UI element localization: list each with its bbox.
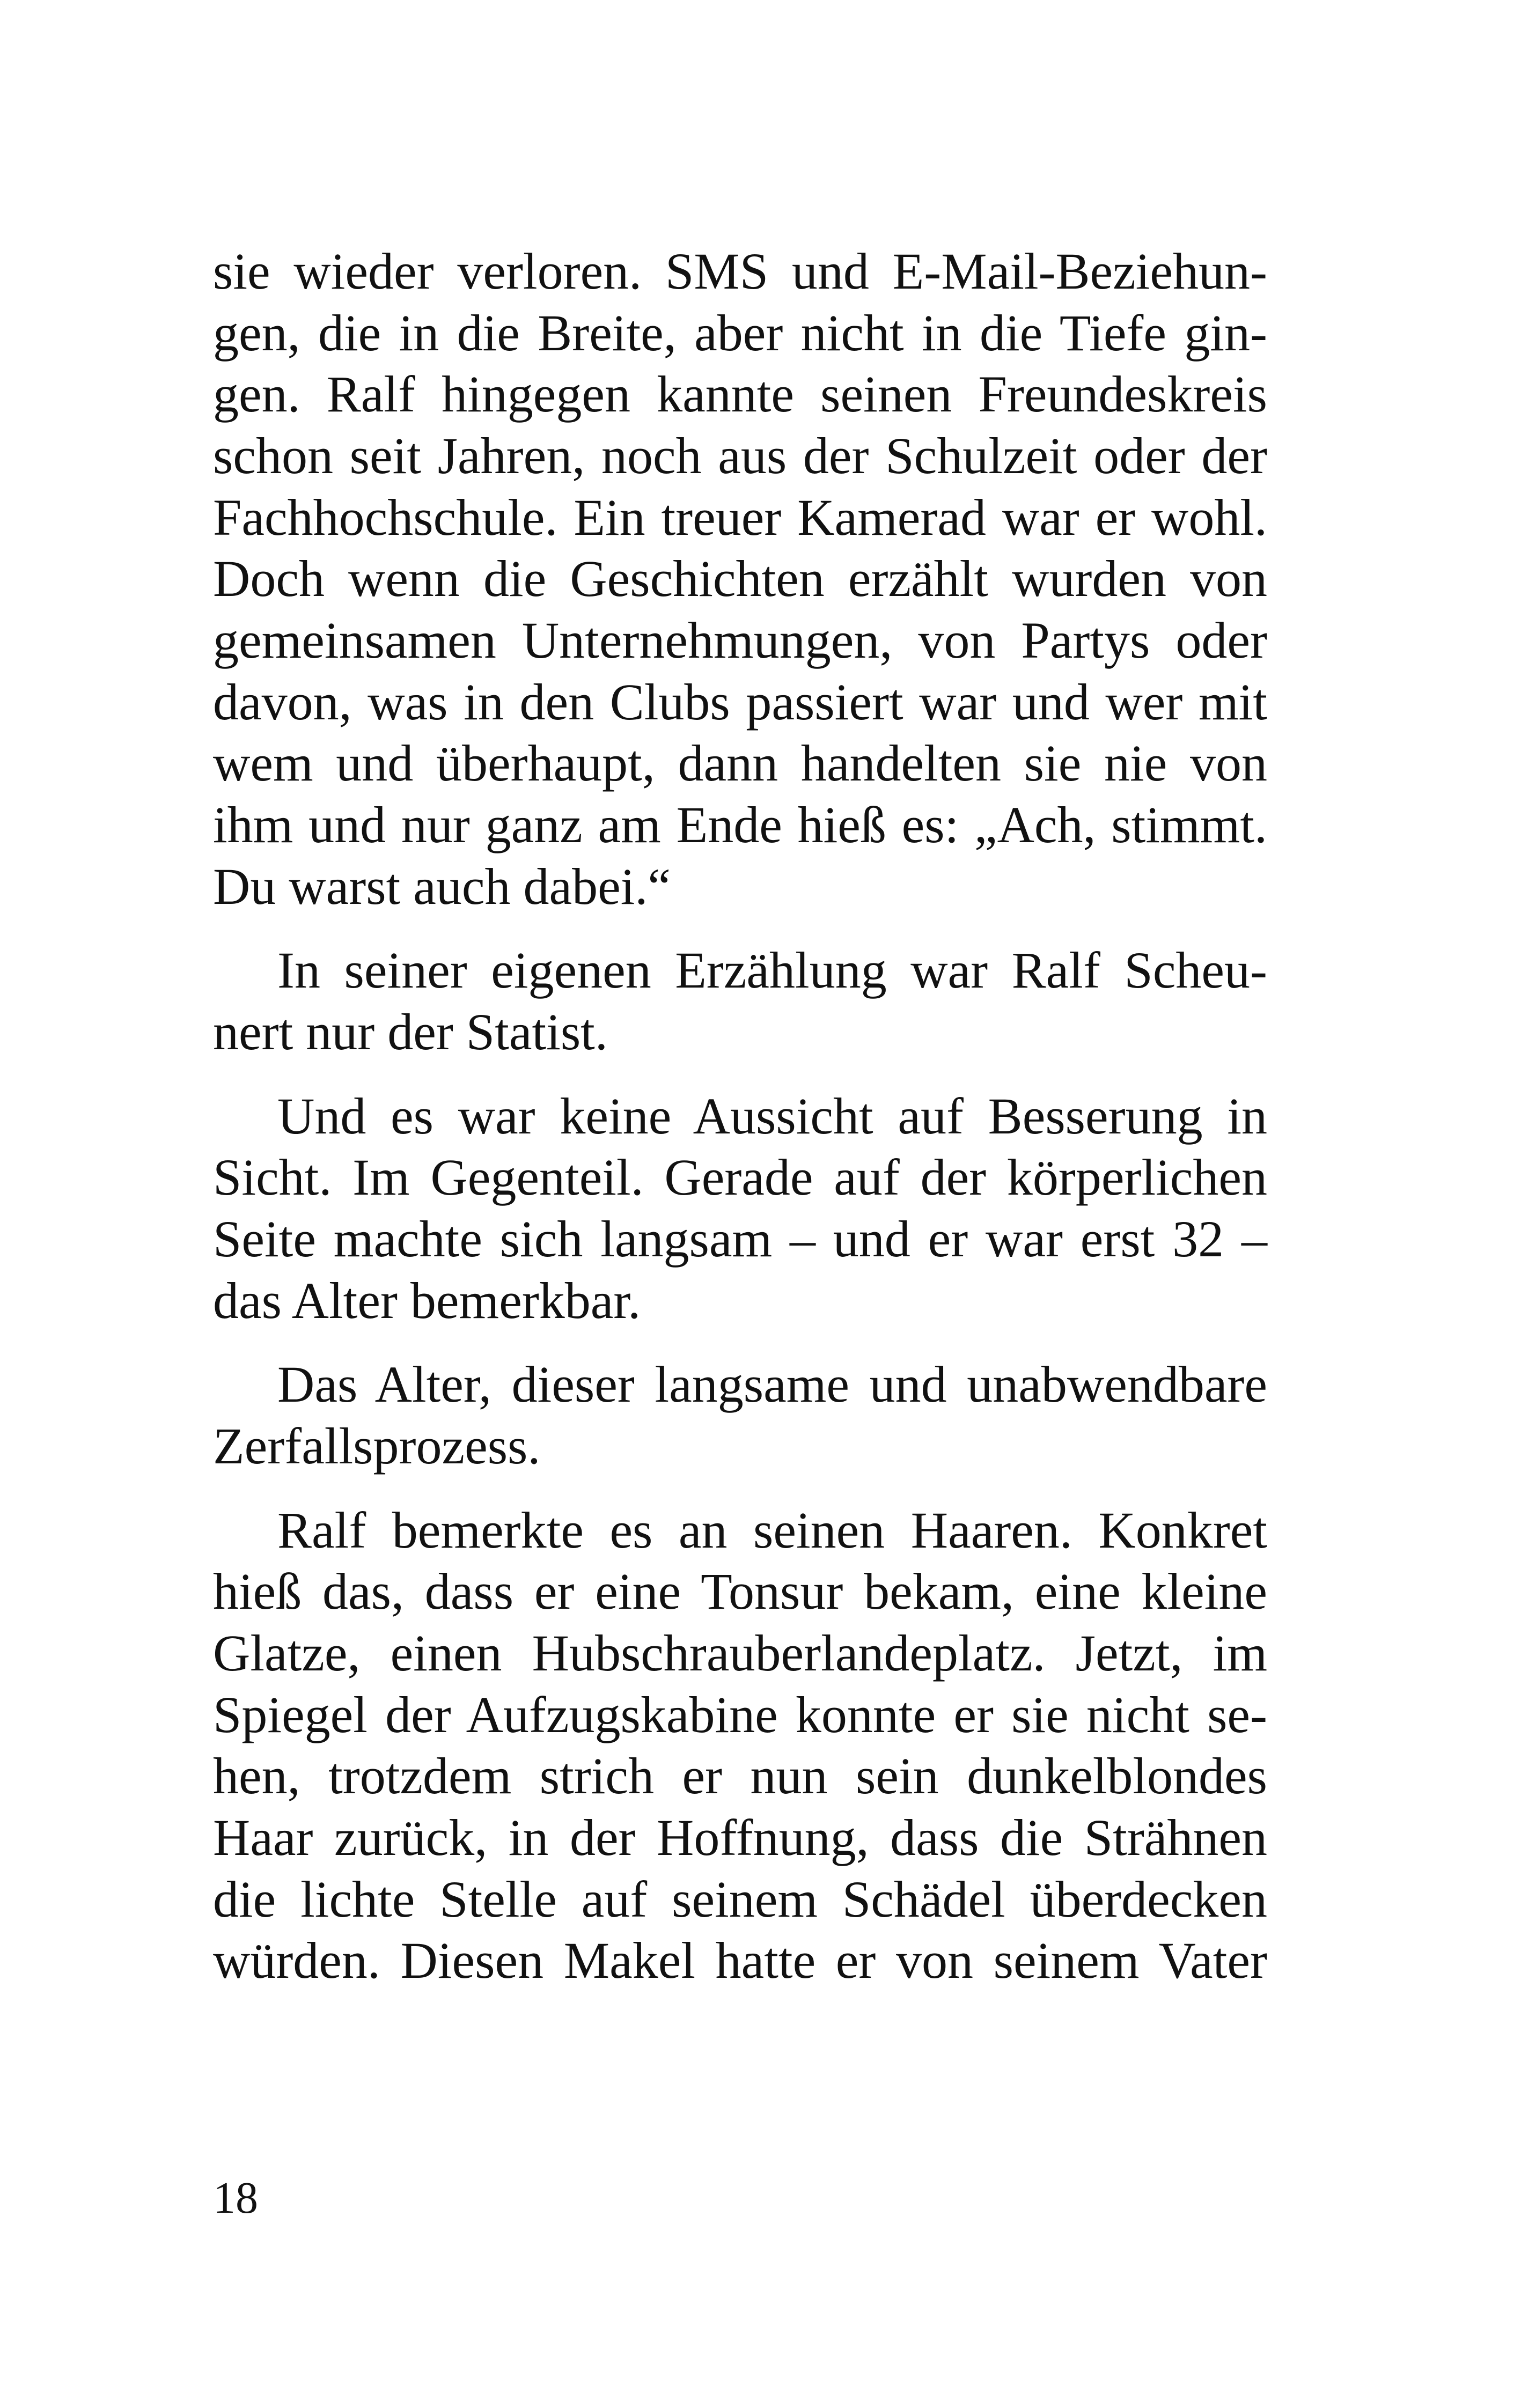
text-line: In seiner eigenen Erzählung war Ralf Scheu- (277, 941, 1267, 999)
text-line: wem und überhaupt, dann handelten sie nie von (213, 734, 1267, 792)
text-line: Spiegel der Aufzugskabine konnte er sie nicht se- (213, 1686, 1267, 1743)
text-line: hen, trotzdem strich er nun sein dunkelblondes (213, 1747, 1267, 1805)
text-line: hieß das, dass er eine Tonsur bekam, eine kleine (213, 1563, 1267, 1620)
text-line: ihm und nur ganz am Ende hieß es: „Ach, stimmt. (213, 796, 1267, 853)
text-line: Glatze, einen Hubschrauberlandeplatz. Jetzt, im (213, 1624, 1267, 1682)
text-line: gen. Ralf hingegen kannte seinen Freundeskreis (213, 365, 1267, 423)
text-line: sie wieder verloren. SMS und E-Mail-Beziehun- (213, 242, 1267, 300)
text-line: Und es war keine Aussicht auf Besserung in (277, 1087, 1267, 1145)
text-line: gemeinsamen Unternehmungen, von Partys oder (213, 612, 1267, 669)
text-line: Sicht. Im Gegenteil. Gerade auf der körperlichen (213, 1148, 1267, 1206)
text-line: Doch wenn die Geschichten erzählt wurden von (213, 550, 1267, 607)
text-line: Fachhochschule. Ein treuer Kamerad war er wohl. (213, 489, 1267, 546)
text-line: Du warst auch dabei.“ (213, 858, 671, 915)
text-line: gen, die in die Breite, aber nicht in die Tiefe gin- (213, 304, 1267, 362)
text-line: würden. Diesen Makel hatte er von seinem Vater (213, 1932, 1267, 1989)
text-line: die lichte Stelle auf seinem Schädel überdecken (213, 1871, 1267, 1928)
text-line: davon, was in den Clubs passiert war und wer mit (213, 673, 1267, 731)
text-line: Zerfallsprozess. (213, 1417, 541, 1475)
text-line: Ralf bemerkte es an seinen Haaren. Konkret (277, 1501, 1267, 1559)
page-number: 18 (213, 2173, 258, 2223)
text-line: Das Alter, dieser langsame und unabwendbare (277, 1356, 1267, 1413)
text-line: Seite machte sich langsam – und er war erst 32 – (213, 1210, 1267, 1268)
text-line: nert nur der Statist. (213, 1003, 608, 1061)
text-line: das Alter bemerkbar. (213, 1272, 641, 1329)
text-line: schon seit Jahren, noch aus der Schulzeit oder der (213, 427, 1267, 484)
text-line: Haar zurück, in der Hoffnung, dass die Strähnen (213, 1809, 1267, 1866)
